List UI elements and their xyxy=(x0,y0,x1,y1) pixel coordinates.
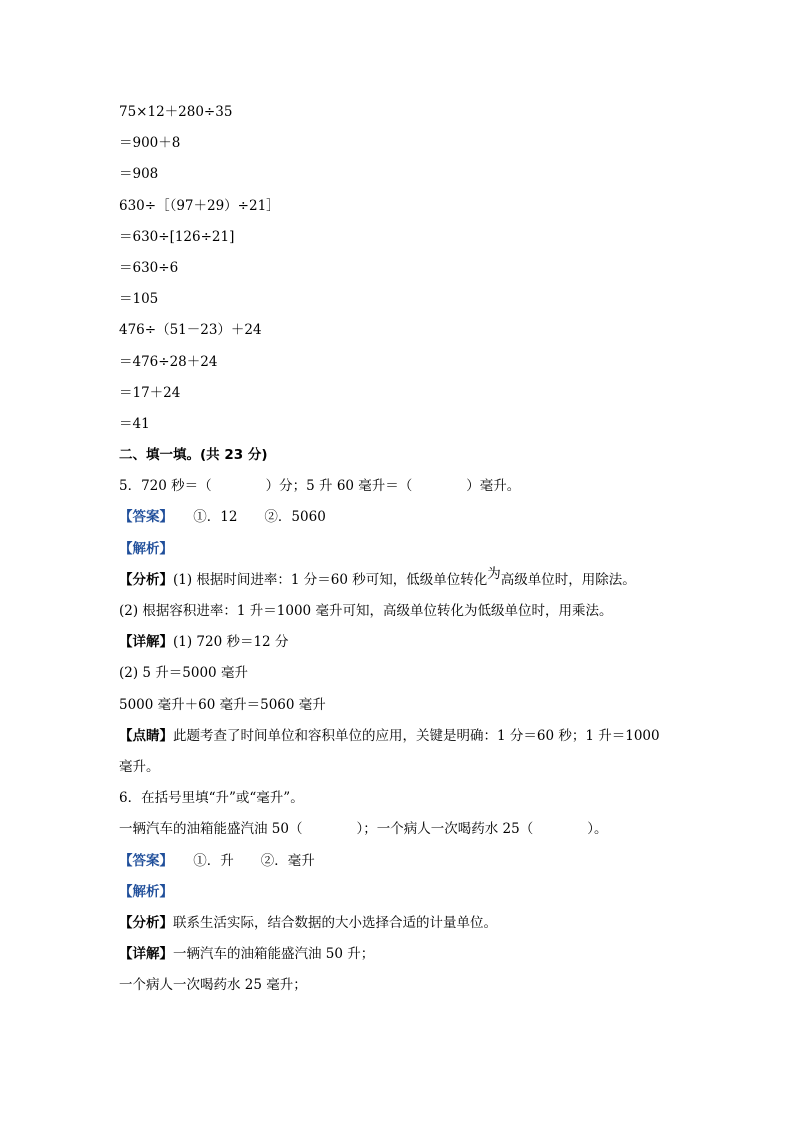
question-6-analysis xyxy=(119,881,679,912)
question-5-dianjing-1 xyxy=(119,725,679,756)
question-5-xiangjie-2: (2) 5 升＝5000 毫升 xyxy=(119,665,248,682)
calc-line: ＝630÷6 xyxy=(119,259,179,276)
question-6-answer xyxy=(119,850,679,881)
calc-line: ＝105 xyxy=(119,291,159,308)
fenxi-text: 为 xyxy=(487,565,501,582)
answer-text: ①．12 ②．5060 xyxy=(166,509,326,526)
answer-tag: 【答案】 xyxy=(119,509,167,526)
fenxi-text: (1) 根据时间进率：1 分＝60 秒可知，低级单位转化 xyxy=(173,571,488,588)
question-5-dianjing-2: 毫升。 xyxy=(119,758,160,775)
answer-tag: 【答案】 xyxy=(119,852,167,869)
xiangjie-tag: 【详解】 xyxy=(119,946,173,963)
analysis-tag: 【解析】 xyxy=(119,883,173,900)
fenxi-tag: 【分析】 xyxy=(119,571,173,588)
question-5-xiangjie-1 xyxy=(119,631,679,662)
document-page xyxy=(119,101,679,1005)
dianjing-text: 此题考查了时间单位和容积单位的应用，关键是明确：1 分＝60 秒；1 升＝1000 xyxy=(173,727,660,744)
xiangjie-text: (1) 720 秒＝12 分 xyxy=(173,634,289,651)
question-5-stem: 5．720 秒＝（ ）分；5 升 60 毫升＝（ ）毫升。 xyxy=(119,478,521,495)
calc-line: 75×12＋280÷35 xyxy=(119,104,233,120)
fenxi-text: 高级单位时，用除法。 xyxy=(500,571,636,588)
fenxi-text: 联系生活实际，结合数据的大小选择合适的计量单位。 xyxy=(173,914,497,931)
calc-line: ＝900＋8 xyxy=(119,135,181,152)
question-6-stem: 6．在括号里填“升”或“毫升”。 xyxy=(119,790,304,807)
xiangjie-tag: 【详解】 xyxy=(119,634,173,651)
fenxi-tag: 【分析】 xyxy=(119,914,173,931)
question-6-xiangjie-1 xyxy=(119,943,679,974)
section-title: 二、填一填。(共 23 分) xyxy=(119,447,268,464)
question-5-analysis xyxy=(119,538,679,569)
question-5-fenxi-1 xyxy=(119,565,679,600)
xiangjie-text: 一辆汽车的油箱能盛汽油 50 升； xyxy=(173,946,375,963)
question-6-xiangjie-2: 一个病人一次喝药水 25 毫升； xyxy=(119,977,307,994)
calc-line: ＝17＋24 xyxy=(119,384,181,401)
answer-text: ①．升 ②．毫升 xyxy=(166,852,315,869)
calc-line: 630÷［（97＋29）÷21］ xyxy=(119,197,280,214)
calc-line: ＝41 xyxy=(119,415,150,432)
calc-line: ＝476÷28＋24 xyxy=(119,353,218,370)
calc-line: 476÷（51－23）＋24 xyxy=(119,322,262,339)
dianjing-tag: 【点睛】 xyxy=(119,727,173,744)
question-6-line: 一辆汽车的油箱能盛汽油 50（ ）；一个病人一次喝药水 25（ ）。 xyxy=(119,821,608,838)
calc-line: ＝630÷[126÷21] xyxy=(119,228,235,245)
question-5-fenxi-2: (2) 根据容积进率：1 升＝1000 毫升可知，高级单位转化为低级单位时，用乘法。 xyxy=(119,603,613,619)
question-6-fenxi xyxy=(119,912,679,943)
question-5-xiangjie-3: 5000 毫升＋60 毫升＝5060 毫升 xyxy=(119,696,326,713)
question-5-answer xyxy=(119,506,679,537)
calc-line: ＝908 xyxy=(119,166,159,183)
analysis-tag: 【解析】 xyxy=(119,540,173,557)
